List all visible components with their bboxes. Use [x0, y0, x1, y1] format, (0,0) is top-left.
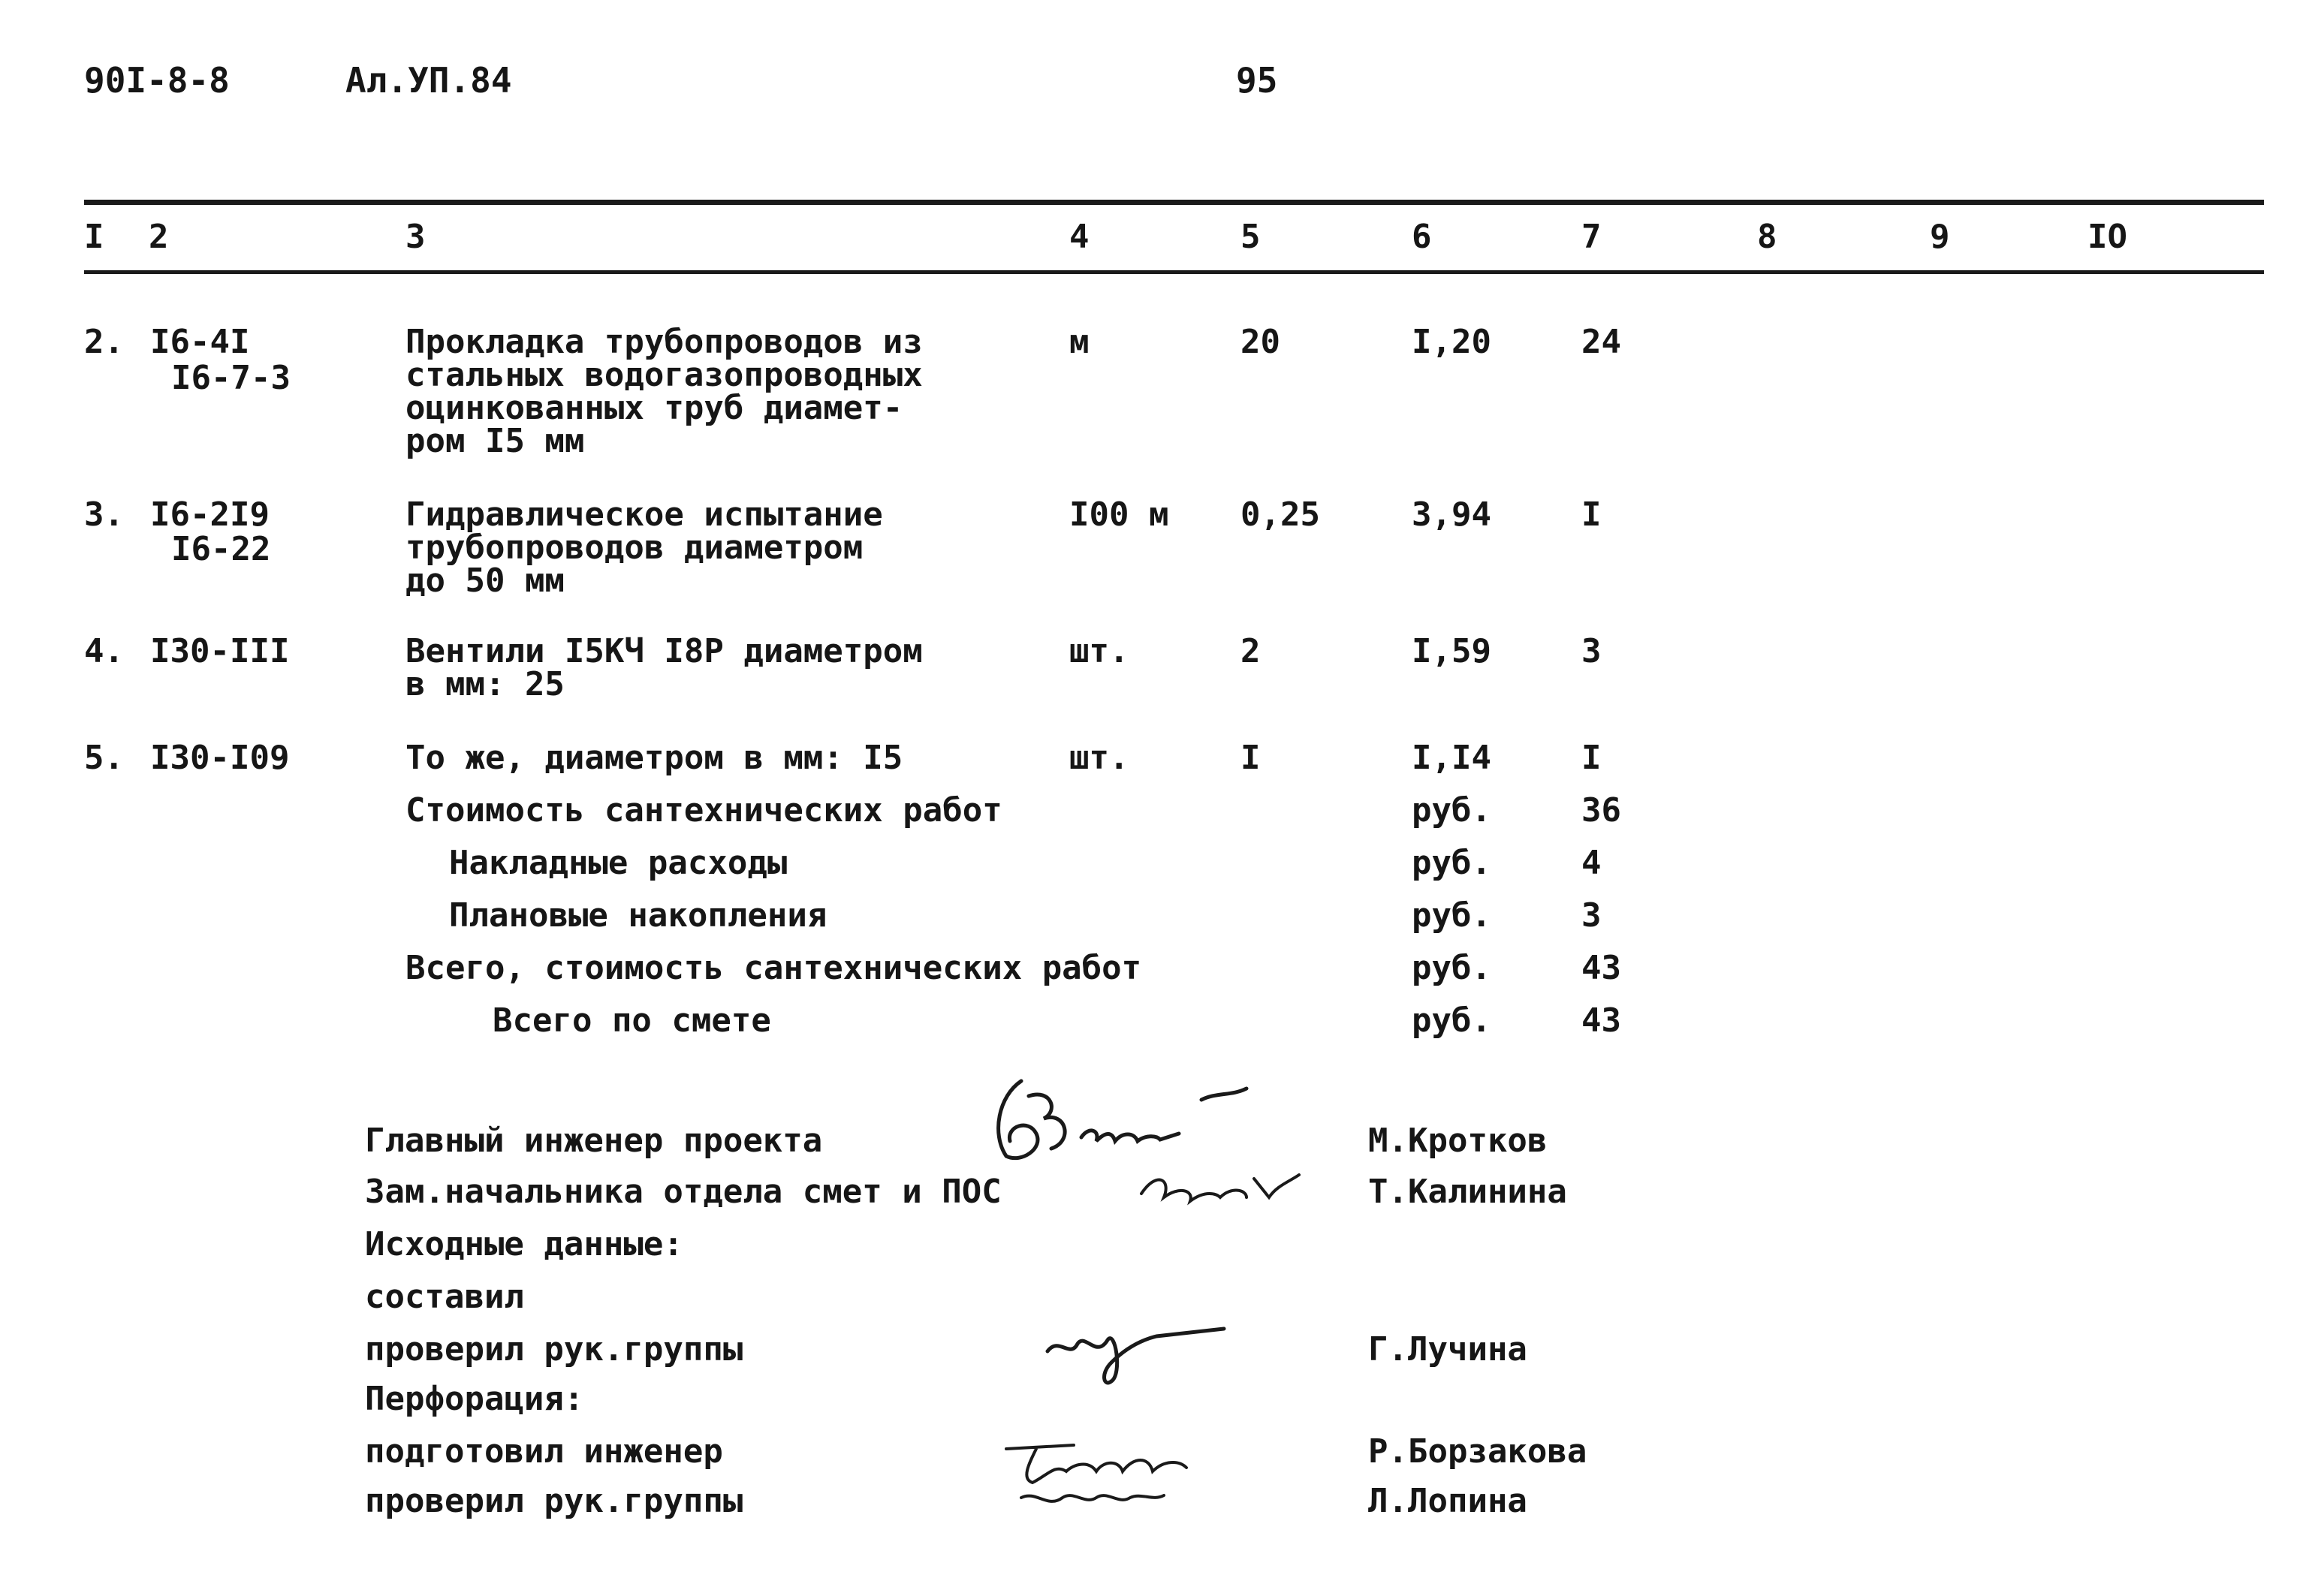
quantity: 20 — [1240, 323, 1280, 361]
column-header: 7 — [1581, 218, 1602, 256]
norm-code-secondary: I6-7-3 — [171, 359, 291, 397]
signatory-role: Главный инженер проекта — [365, 1122, 823, 1160]
column-header: 9 — [1930, 218, 1950, 256]
work-description-line: Вентили I5КЧ I8Р диаметром — [405, 632, 923, 670]
work-description-line: в мм: 25 — [405, 665, 565, 703]
signatory-name: М.Кротков — [1368, 1122, 1548, 1160]
signatory-role: Зам.начальника отдела смет и ПОС — [365, 1173, 1002, 1211]
column-header: 6 — [1412, 218, 1432, 256]
unit-price: I,20 — [1412, 323, 1491, 361]
signatory-role: проверил рук.группы — [365, 1330, 743, 1369]
signatory-name: Г.Лучина — [1368, 1330, 1527, 1369]
album-number: Ал.УП.84 — [345, 60, 512, 101]
summary-value: 43 — [1581, 949, 1621, 987]
quantity: I — [1240, 739, 1261, 777]
total-cost: 3 — [1581, 632, 1602, 670]
handwritten-signature — [991, 1419, 1246, 1524]
handwritten-signature — [976, 1066, 1277, 1171]
work-description-line: стальных водогазопроводных — [405, 356, 923, 394]
signatory-role: Перфорация: — [365, 1380, 584, 1418]
row-number: 2. — [84, 323, 124, 361]
column-header: I — [84, 218, 104, 256]
work-description-line: трубопроводов диаметром — [405, 528, 864, 567]
unit: шт. — [1069, 739, 1129, 777]
signatory-role: подготовил инженер — [365, 1432, 723, 1471]
table-top-rule — [84, 200, 2264, 205]
column-header: 4 — [1069, 218, 1090, 256]
norm-code: I30-III — [150, 632, 290, 670]
summary-unit: руб. — [1412, 949, 1491, 987]
signatory-name: Р.Борзакова — [1368, 1432, 1587, 1471]
summary-label: Всего, стоимость сантехнических работ — [405, 949, 1142, 987]
column-header: 2 — [149, 218, 169, 256]
unit: шт. — [1069, 632, 1129, 670]
summary-unit: руб. — [1412, 844, 1491, 882]
summary-value: 43 — [1581, 1001, 1621, 1040]
summary-label: Накладные расходы — [449, 844, 788, 882]
total-cost: 24 — [1581, 323, 1621, 361]
norm-code-secondary: I6-22 — [171, 530, 271, 568]
work-description-line: Гидравлическое испытание — [405, 495, 883, 534]
signatory-name: Л.Лопина — [1368, 1482, 1527, 1520]
summary-unit: руб. — [1412, 896, 1491, 935]
handwritten-signature — [1036, 1306, 1231, 1389]
quantity: 2 — [1240, 632, 1261, 670]
summary-value: 36 — [1581, 791, 1621, 830]
row-number: 5. — [84, 739, 124, 777]
total-cost: I — [1581, 495, 1602, 534]
summary-unit: руб. — [1412, 1001, 1491, 1040]
summary-unit: руб. — [1412, 791, 1491, 830]
quantity: 0,25 — [1240, 495, 1320, 534]
unit-price: I,I4 — [1412, 739, 1491, 777]
signatory-role: составил — [365, 1278, 524, 1316]
norm-code: I6-2I9 — [150, 495, 270, 534]
norm-code: I6-4I — [150, 323, 250, 361]
summary-value: 3 — [1581, 896, 1602, 935]
signatory-role: проверил рук.группы — [365, 1482, 743, 1520]
table-header-rule — [84, 270, 2264, 274]
summary-label: Всего по смете — [493, 1001, 771, 1040]
column-header: 8 — [1757, 218, 1777, 256]
row-number: 3. — [84, 495, 124, 534]
unit: м — [1069, 323, 1090, 361]
page-number: 95 — [1236, 60, 1278, 101]
work-description-line: до 50 мм — [405, 562, 565, 600]
column-header: IO — [2087, 218, 2127, 256]
work-description-line: ром I5 мм — [405, 422, 585, 460]
summary-value: 4 — [1581, 844, 1602, 882]
norm-code: I30-I09 — [150, 739, 290, 777]
signatory-role: Исходные данные: — [365, 1225, 683, 1263]
column-header: 3 — [405, 218, 426, 256]
summary-label: Стоимость сантехнических работ — [405, 791, 1002, 830]
unit-price: I,59 — [1412, 632, 1491, 670]
column-header: 5 — [1240, 218, 1261, 256]
work-description-line: оцинкованных труб диамет- — [405, 389, 903, 427]
document-code: 90I-8-8 — [84, 60, 230, 101]
row-number: 4. — [84, 632, 124, 670]
unit: I00 м — [1069, 495, 1169, 534]
signatory-name: Т.Калинина — [1368, 1173, 1567, 1211]
work-description-line: Прокладка трубопроводов из — [405, 323, 923, 361]
total-cost: I — [1581, 739, 1602, 777]
summary-label: Плановые накопления — [449, 896, 827, 935]
unit-price: 3,94 — [1412, 495, 1491, 534]
handwritten-signature — [1134, 1156, 1314, 1216]
work-description-line: То же, диаметром в мм: I5 — [405, 739, 903, 777]
